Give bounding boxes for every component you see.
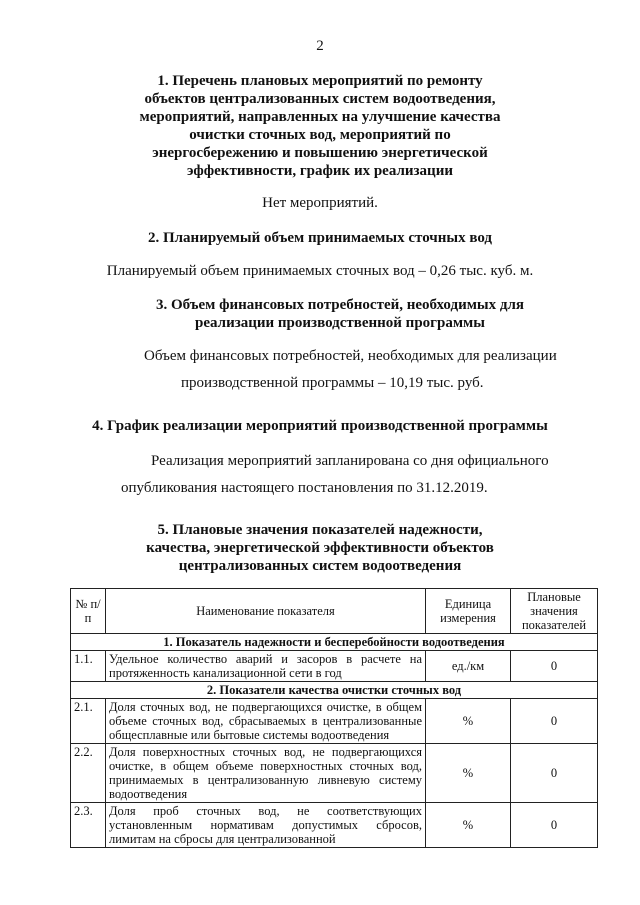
section4-text-line: Реализация мероприятий запланирована со дня официального: [151, 453, 549, 469]
row-value: 0: [511, 651, 598, 682]
table-row: [71, 651, 598, 682]
header-name: Наименование показателя: [106, 589, 426, 634]
section1-heading-line: объектов централизованных систем водоотведения,: [144, 91, 496, 107]
row-value: 0: [511, 699, 598, 744]
row-num: 2.1.: [71, 699, 106, 744]
indicators-table: [70, 588, 598, 848]
section5-heading: [0, 521, 640, 575]
section1-heading-line: эффективности, график их реализации: [187, 163, 453, 179]
table-row: [71, 744, 598, 803]
header-unit: Единица измерения: [426, 589, 511, 634]
header-value: Плановые значения показателей: [511, 589, 598, 634]
section2-heading: 2. Планируемый объем принимаемых сточных вод: [147, 230, 493, 246]
row-unit: %: [426, 699, 511, 744]
page-number: 2: [316, 38, 324, 54]
row-num: 2.2.: [71, 744, 106, 803]
row-name: Доля проб сточных вод, не соответствующих установленным нормативам допустимых сбросов, лимитам на сбросы для централизованной: [106, 803, 426, 848]
section1-heading: [0, 72, 640, 180]
section5-heading-line: качества, энергетической эффективности объектов: [146, 540, 494, 556]
header-num: № п/п: [71, 589, 106, 634]
row-name: Удельное количество аварий и засоров в расчете на протяженность канализационной сети в год: [106, 651, 426, 682]
section3-text-line: Объем финансовых потребностей, необходимых для реализации: [144, 348, 557, 364]
section3-heading-line: реализации производственной программы: [195, 315, 485, 331]
row-num: 2.3.: [71, 803, 106, 848]
group-title: 1. Показатель надежности и бесперебойности водоотведения: [71, 634, 598, 651]
row-num: 1.1.: [71, 651, 106, 682]
table-group-row: [71, 682, 598, 699]
section3-text-line: производственной программы – 10,19 тыс. руб.: [181, 375, 484, 391]
row-name: Доля поверхностных сточных вод, не подвергающихся очистке, в общем объеме поверхностных сточных вод, принимаемых в централизованную ливневую систему водоотведения: [106, 744, 426, 803]
row-unit: %: [426, 803, 511, 848]
row-unit: ед./км: [426, 651, 511, 682]
section1-heading-line: энергосбережению и повышению энергетической: [152, 145, 488, 161]
row-value: 0: [511, 803, 598, 848]
section4-text-line: опубликования настоящего постановления по 31.12.2019.: [121, 480, 488, 496]
row-name: Доля сточных вод, не подвергающихся очистке, в общем объеме сточных вод, сбрасываемых в централизованные общесплавные или бытовые системы водоотведения: [106, 699, 426, 744]
table-group-row: [71, 634, 598, 651]
table-row: [71, 803, 598, 848]
section1-heading-line: очистки сточных вод, мероприятий по: [189, 127, 451, 143]
row-value: 0: [511, 744, 598, 803]
row-unit: %: [426, 744, 511, 803]
section5-heading-line: 5. Плановые значения показателей надежности,: [157, 522, 483, 538]
section1-text: Нет мероприятий.: [262, 195, 378, 211]
table-header-row: [71, 589, 598, 634]
section5-heading-line: централизованных систем водоотведения: [178, 558, 462, 574]
section1-heading-line: 1. Перечень плановых мероприятий по ремонту: [157, 73, 483, 89]
section3-heading-line: 3. Объем финансовых потребностей, необходимых для: [155, 297, 525, 313]
section3-heading: [20, 296, 640, 332]
table-row: [71, 699, 598, 744]
section1-heading-line: мероприятий, направленных на улучшение качества: [139, 109, 501, 125]
section4-heading: 4. График реализации мероприятий производственной программы: [92, 418, 548, 434]
section2-text: Планируемый объем принимаемых сточных вод – 0,26 тыс. куб. м.: [106, 263, 534, 279]
group-title: 2. Показатели качества очистки сточных вод: [71, 682, 598, 699]
